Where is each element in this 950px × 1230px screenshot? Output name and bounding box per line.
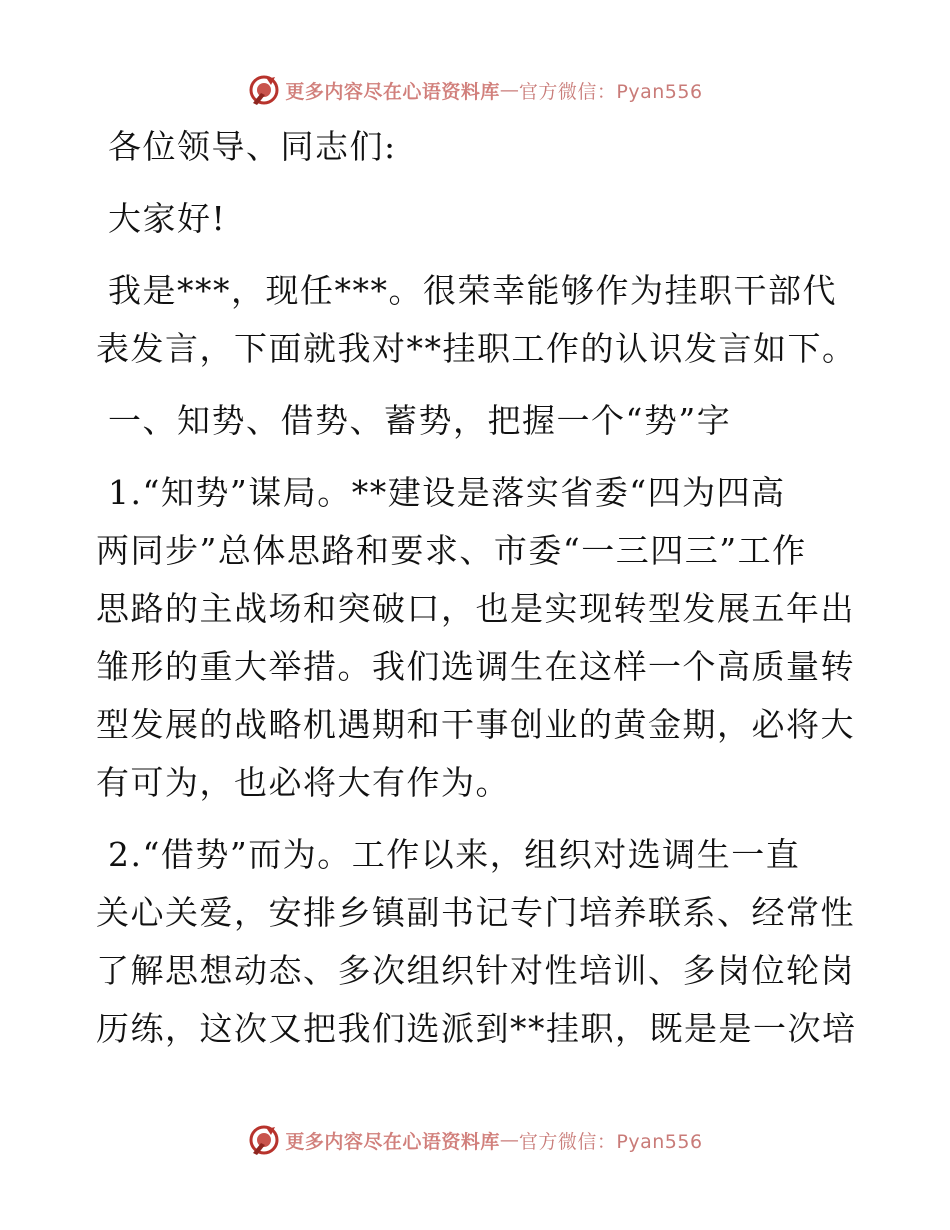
point1-line-5: 型发展的战略机遇期和干事创业的黄金期，必将大 bbox=[96, 705, 855, 744]
footer-watermark bbox=[0, 1120, 950, 1160]
point2-line-3: 了解思想动态、多次组织针对性培训、多岗位轮岗 bbox=[96, 951, 855, 990]
point2-line-1: 2.“借势”而为。工作以来，组织对选调生一直 bbox=[108, 835, 801, 874]
point2-line-2: 关心关爱，安排乡镇副书记专门培养联系、经常性 bbox=[96, 893, 855, 932]
intro-line-2: 表发言，下面就我对**挂职工作的认识发言如下。 bbox=[96, 329, 857, 368]
salutation: 各位领导、同志们: bbox=[108, 127, 397, 166]
pen-logo-icon bbox=[247, 73, 281, 107]
watermark-separator: — bbox=[499, 1129, 519, 1151]
point1-line-6: 有可为，也必将大有作为。 bbox=[96, 763, 510, 802]
watermark-wechat-text: 官方微信：Pyan556 bbox=[518, 80, 703, 103]
watermark-brand-text: 更多内容尽在心语资料库 bbox=[285, 1130, 500, 1153]
watermark-brand-text: 更多内容尽在心语资料库 bbox=[285, 80, 500, 103]
intro-line-1: 我是***，现任***。很荣幸能够作为挂职干部代 bbox=[108, 271, 837, 310]
pen-logo-icon bbox=[247, 1123, 281, 1157]
watermark-wechat-text: 官方微信：Pyan556 bbox=[518, 1130, 703, 1153]
point1-line-4: 雏形的重大举措。我们选调生在这样一个高质量转 bbox=[96, 647, 855, 686]
greeting: 大家好! bbox=[108, 199, 227, 238]
section-heading: 一、知势、借势、蓄势，把握一个“势”字 bbox=[108, 401, 732, 440]
header-watermark bbox=[0, 70, 950, 110]
point1-line-1: 1.“知势”谋局。**建设是落实省委“四为四高 bbox=[108, 473, 786, 512]
watermark-separator: — bbox=[499, 79, 519, 101]
point1-line-3: 思路的主战场和突破口，也是实现转型发展五年出 bbox=[96, 589, 855, 628]
point1-line-2: 两同步”总体思路和要求、市委“一三四三”工作 bbox=[96, 531, 807, 570]
point2-line-4: 历练，这次又把我们选派到**挂职，既是是一次培 bbox=[96, 1009, 857, 1048]
document-body bbox=[96, 118, 856, 1058]
